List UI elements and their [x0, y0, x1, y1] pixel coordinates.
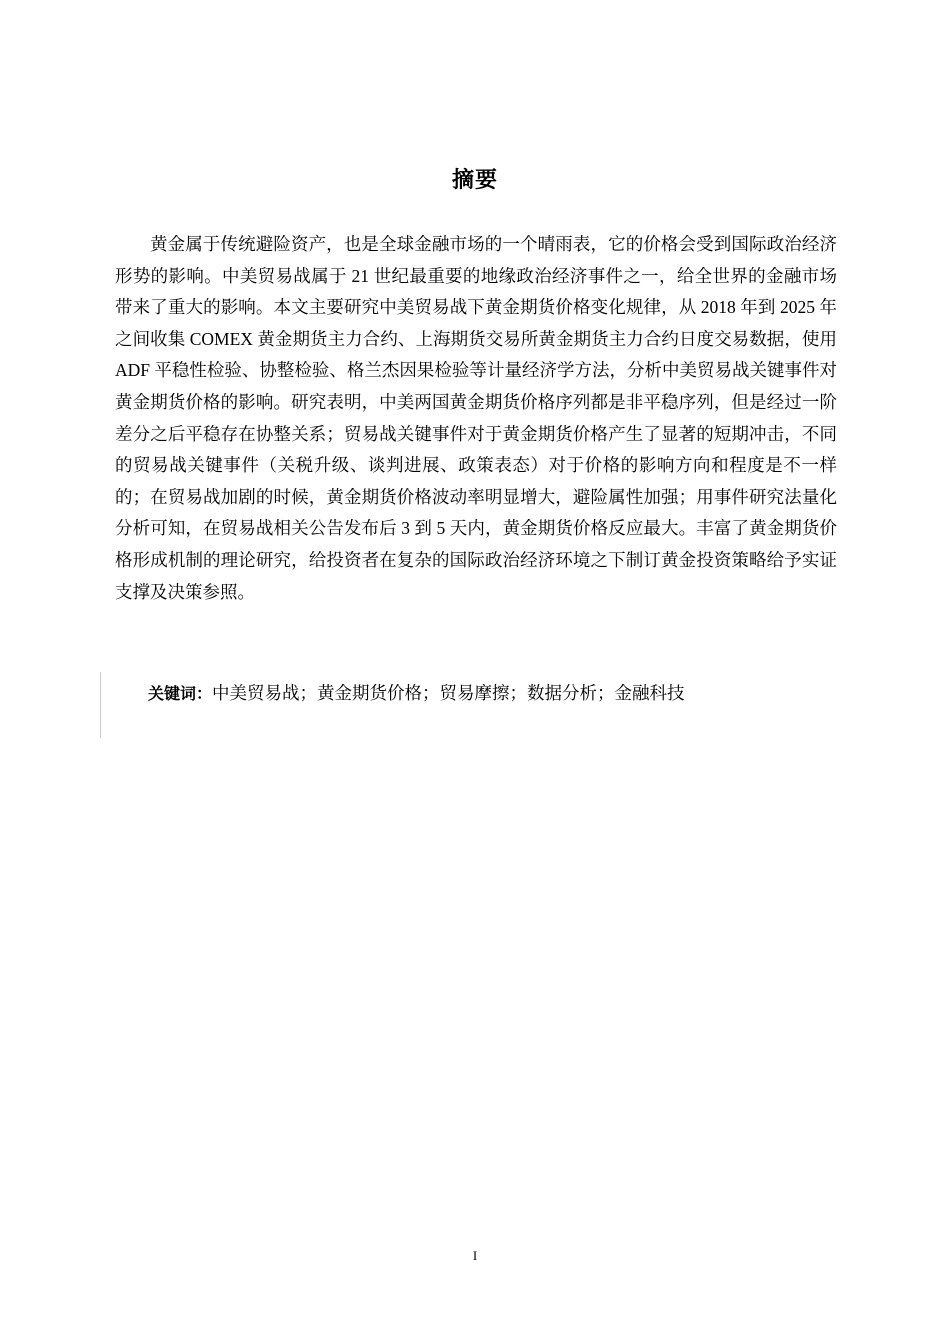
- keywords-label: 关键词：: [148, 684, 213, 703]
- page-number: I: [472, 1248, 478, 1263]
- keywords-line: [148, 680, 685, 707]
- keywords-section: [100, 672, 838, 738]
- abstract-paragraph: 黄金属于传统避险资产，也是全球金融市场的一个晴雨表，它的价格会受到国际政治经济形势的影响。中美贸易战属于 21 世纪最重要的地缘政治经济事件之一，给全世界的金融市场带来了重大的影响。本文主要研究中美贸易战下黄金期货价格变化规律，从 2018 年到 2025 年之间收集 COMEX 黄金期货主力合约、上海期货交易所黄金期货主力合约日度交易数据，使用 ADF 平稳性检验、协整检验、格兰杰因果检验等计量经济学方法，分析中美贸易战关键事件对黄金期货价格的影响。研究表明，中美两国黄金期货价格序列都是非平稳序列，但是经过一阶差分之后平稳存在协整关系；贸易战关键事件对于黄金期货价格产生了显著的短期冲击，不同的贸易战关键事件（关税升级、谈判进展、政策表态）对于价格的影响方向和程度是不一样的；在贸易战加剧的时候，黄金期货价格波动率明显增大，避险属性加强；用事件研究法量化分析可知，在贸易战相关公告发布后 3 到 5 天内，黄金期货价格反应最大。丰富了黄金期货价格形成机制的理论研究，给投资者在复杂的国际政治经济环境之下制订黄金投资策略给予实证支撑及决策参照。: [115, 234, 837, 602]
- keywords-text: 中美贸易战；黄金期货价格；贸易摩擦；数据分析；金融科技: [212, 683, 685, 703]
- abstract-title: 摘要: [451, 168, 498, 193]
